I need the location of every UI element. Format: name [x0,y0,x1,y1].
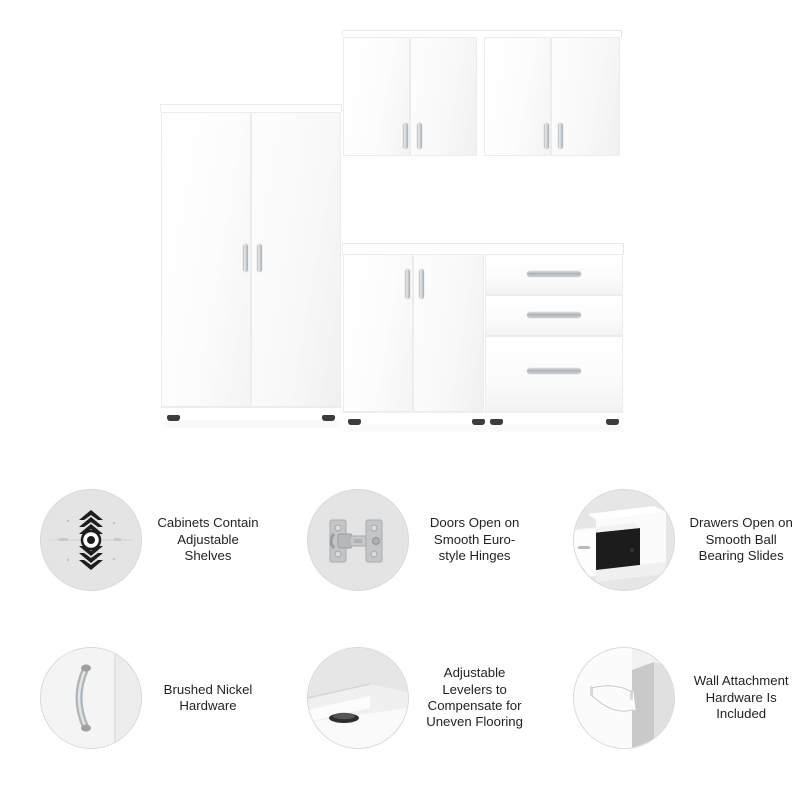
tall-cabinet-floor-shadow [164,422,340,426]
feature-label: Adjustable Levelers to Compensate for Uneven Flooring [426,665,523,730]
open-drawer-icon [573,489,675,591]
feature-row-1 [0,465,800,615]
wall-cabinet-top-trim [342,30,622,37]
feature-euro-style-hinges [267,465,534,615]
base-cabinet-door-left[interactable] [343,254,413,412]
adjustable-shelf-icon [40,489,142,591]
feature-callouts [0,455,800,800]
leveler-foot-icon [307,647,409,749]
tall-cabinet-top-trim [160,104,342,112]
base-cabinet-floor-shadow [346,426,622,430]
tall-cabinet-base-rail [160,407,342,416]
wall-cabinet-handle-1[interactable] [403,123,408,149]
wall-cabinet-door-1[interactable] [343,37,410,156]
feature-adjustable-levelers [267,623,534,773]
feature-brushed-nickel-hardware [0,623,267,773]
base-cabinet-drawer-3[interactable] [485,336,623,412]
base-cabinet-door-handle-right[interactable] [419,269,424,299]
door-pull-icon [40,647,142,749]
base-cabinet-drawer-handle-2[interactable] [527,312,581,318]
base-cabinet-foot-1 [348,419,361,425]
base-cabinet-door-handle-left[interactable] [405,269,410,299]
tall-cabinet-door-right[interactable] [251,112,341,407]
base-storage-cabinet [342,243,624,425]
feature-adjustable-shelves [0,465,267,615]
wall-cabinet-handle-3[interactable] [544,123,549,149]
wall-mounted-upper-cabinets [342,30,622,158]
feature-label: Doors Open on Smooth Euro-style Hinges [429,515,520,564]
base-cabinet-foot-2 [472,419,485,425]
feature-wall-attachment-hardware [533,623,800,773]
tall-cabinet-handle-right[interactable] [257,244,262,272]
wall-cabinet-door-3[interactable] [484,37,551,156]
feature-label: Wall Attachment Hardware Is Included [693,673,789,722]
wall-bracket-icon [573,647,675,749]
base-cabinet-counter-top [342,243,624,254]
base-cabinet-drawer-handle-3[interactable] [527,368,581,374]
tall-cabinet-foot-left [167,415,180,421]
hinge-icon [307,489,409,591]
tall-cabinet-foot-right [322,415,335,421]
feature-label: Cabinets Contain Adjustable Shelves [157,515,259,564]
tall-cabinet-door-left[interactable] [161,112,251,407]
base-cabinet-drawer-handle-1[interactable] [527,271,581,277]
base-cabinet-foot-4 [606,419,619,425]
tall-storage-cabinet [160,104,342,422]
feature-label: Drawers Open on Smooth Ball Bearing Slides [689,515,793,564]
feature-ball-bearing-slides [533,465,800,615]
wall-cabinet-handle-2[interactable] [417,123,422,149]
feature-label: Brushed Nickel Hardware [163,681,253,713]
tall-cabinet-handle-left[interactable] [243,244,248,272]
feature-row-2 [0,623,800,773]
wall-cabinet-handle-4[interactable] [558,123,563,149]
base-cabinet-foot-3 [490,419,503,425]
